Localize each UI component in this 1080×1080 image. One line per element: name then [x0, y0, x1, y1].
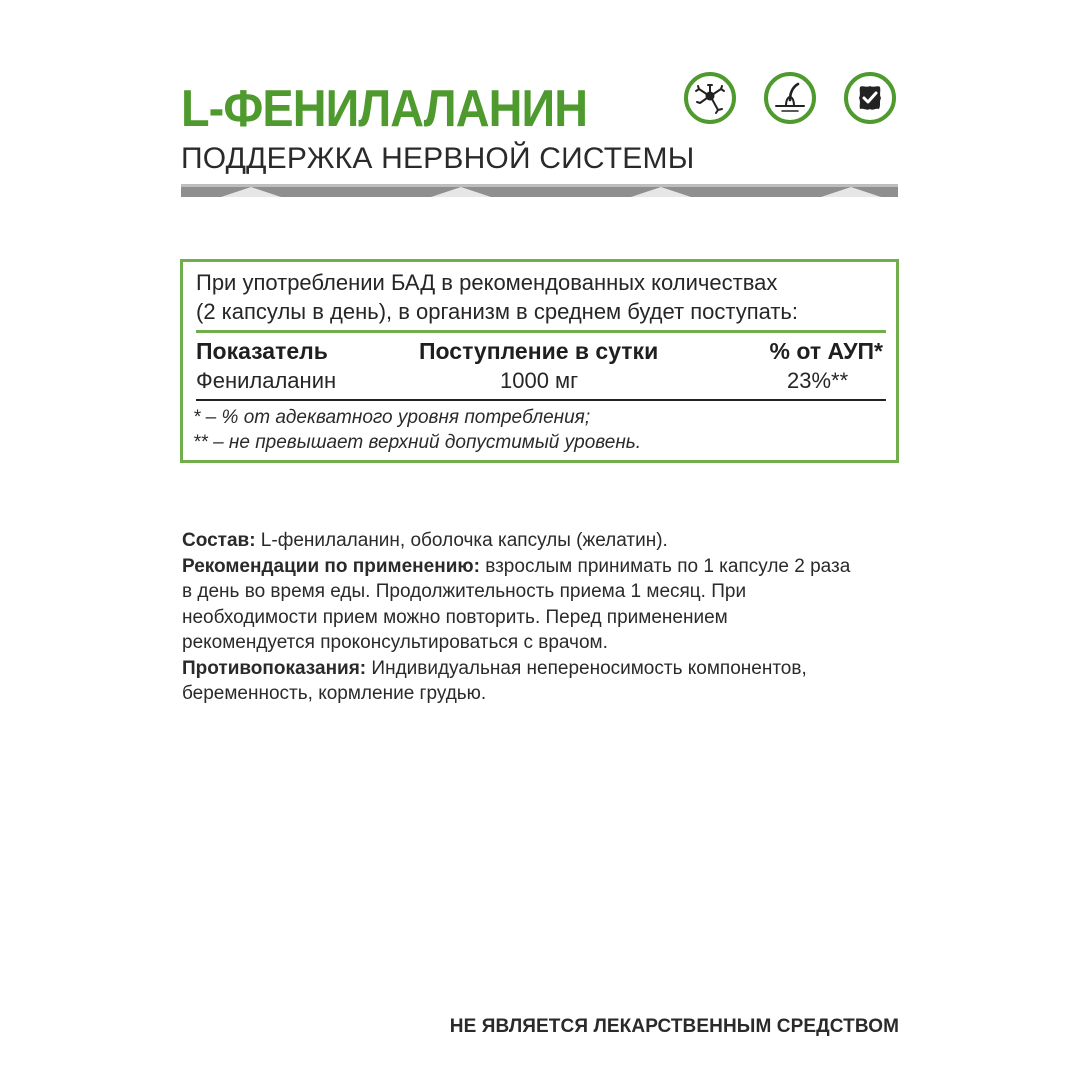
usage-line	[182, 554, 902, 580]
footnote: * – % от адекватного уровня потребления;	[193, 407, 591, 428]
table-cell-percent: 23%**	[787, 368, 849, 393]
benefit-icons	[684, 72, 898, 128]
column-header-daily-intake: Поступление в сутки	[419, 338, 659, 364]
intro-line: (2 капсулы в день), в организм в среднем будет поступать:	[196, 299, 799, 324]
hair-follicle-icon	[764, 72, 816, 124]
table-bottom-rule	[196, 399, 886, 401]
skin-check-icon	[844, 72, 896, 124]
composition-line	[182, 528, 902, 554]
footnote: ** – не превышает верхний допустимый уровень.	[193, 432, 642, 453]
composition-text: L-фенилаланин, оболочка капсулы (желатин).	[255, 530, 668, 551]
contraindications-line: беременность, кормление грудью.	[182, 683, 487, 704]
disclaimer: НЕ ЯВЛЯЕТСЯ ЛЕКАРСТВЕННЫМ СРЕДСТВОМ	[449, 1016, 899, 1037]
table-top-rule	[196, 330, 886, 333]
usage-line: в день во время еды. Продолжительность приема 1 месяц. При	[182, 581, 747, 602]
product-description	[182, 528, 902, 707]
product-subtitle: ПОДДЕРЖКА НЕРВНОЙ СИСТЕМЫ	[181, 142, 695, 175]
intro-line: При употреблении БАД в рекомендованных количествах	[196, 270, 778, 295]
table-cell-name: Фенилаланин	[196, 368, 337, 393]
usage-text: взрослым принимать по 1 капсуле 2 раза	[479, 555, 851, 577]
nutrition-facts-box	[180, 259, 899, 463]
usage-label: Рекомендации по применению:	[182, 555, 480, 577]
contraindications-label: Противопоказания:	[182, 657, 367, 679]
column-header-indicator: Показатель	[196, 338, 328, 364]
composition-label: Состав:	[182, 530, 256, 551]
decorative-stripe	[181, 184, 898, 197]
contraindications-line	[182, 656, 902, 682]
product-title: L-ФЕНИЛАЛАНИН	[181, 80, 588, 138]
usage-line: необходимости прием можно повторить. Перед применением	[182, 606, 728, 628]
usage-line: рекомендуется проконсультироваться с врачом.	[182, 632, 608, 653]
contraindications-text: Индивидуальная непереносимость компонентов,	[366, 657, 807, 679]
neuron-icon	[684, 72, 736, 124]
nutrition-intro	[196, 268, 886, 326]
column-header-percent: % от АУП*	[769, 338, 883, 364]
table-cell-amount: 1000 мг	[500, 368, 579, 393]
